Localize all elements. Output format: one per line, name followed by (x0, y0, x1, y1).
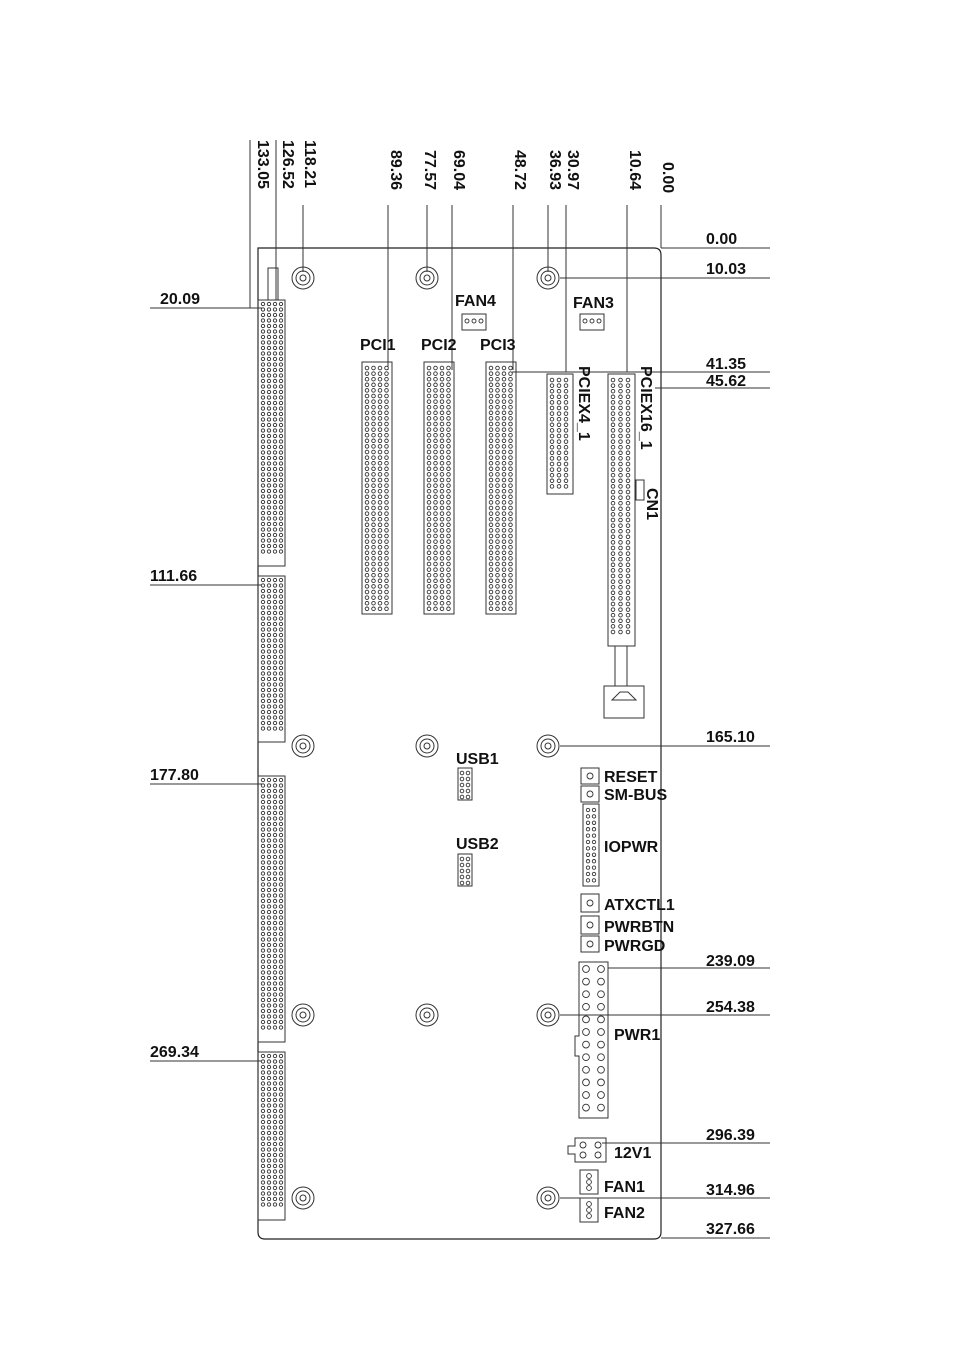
iopwr-label: IOPWR (604, 839, 659, 856)
atxctl1-header (581, 894, 599, 912)
mounting-holes (292, 267, 559, 1209)
fan2-label: FAN2 (604, 1205, 645, 1222)
dim-top-13305: 133.05 (254, 140, 271, 189)
dim-top-12652: 126.52 (279, 140, 296, 189)
dim-right-29639: 296.39 (706, 1127, 755, 1144)
dim-right-16510: 165.10 (706, 729, 755, 746)
pciex4-pins (550, 378, 568, 488)
atxctl1-label: ATXCTL1 (604, 897, 675, 914)
mount-hole (416, 1004, 438, 1026)
top-dimension-labels (254, 140, 676, 193)
dim-right-1003: 10.03 (706, 261, 747, 278)
pwrbtn-header (581, 916, 599, 934)
cn1-header (636, 480, 644, 500)
dim-top-11821: 118.21 (301, 140, 318, 189)
edge-connector-pins (261, 302, 282, 1206)
12v1-connector (568, 1138, 606, 1162)
reset-header (581, 768, 599, 784)
dim-top-7757: 77.57 (421, 150, 438, 191)
reset-label: RESET (604, 769, 658, 786)
pciex4-label: PCIEX4_1 (575, 366, 592, 441)
usb-header-pins (460, 771, 470, 885)
dim-top-1064: 10.64 (626, 150, 643, 191)
pwrbtn-label: PWRBTN (604, 919, 675, 936)
mount-hole (292, 1004, 314, 1026)
dim-left-17780: 177.80 (150, 767, 199, 784)
pci2-label: PCI2 (421, 337, 457, 354)
pwrgd-header (581, 936, 599, 952)
dim-right-4135: 41.35 (706, 356, 747, 373)
dim-right-31496: 314.96 (706, 1182, 755, 1199)
iopwr-pins (586, 808, 595, 882)
pwr1-pins (583, 966, 605, 1111)
dim-right-25438: 254.38 (706, 999, 755, 1016)
fan4-label: FAN4 (455, 293, 496, 310)
smbus-label: SM-BUS (604, 787, 668, 804)
dim-top-4872: 48.72 (511, 150, 528, 191)
mount-hole (537, 1187, 559, 1209)
12v1-label: 12V1 (614, 1145, 652, 1162)
pwr1-label: PWR1 (614, 1027, 661, 1044)
pci-slot-pins (365, 366, 512, 610)
pci3-label: PCI3 (480, 337, 516, 354)
dim-right-000: 0.00 (706, 231, 738, 248)
fan1-label: FAN1 (604, 1179, 645, 1196)
pciex16-pins (611, 378, 630, 634)
dim-left-11166: 111.66 (150, 568, 198, 585)
usb1-label: USB1 (456, 751, 499, 768)
dim-right-32766: 327.66 (706, 1221, 755, 1238)
fan2-header (580, 1198, 598, 1222)
dim-top-000: 0.00 (659, 162, 676, 194)
dim-right-23909: 239.09 (706, 953, 755, 970)
fan4-header (462, 314, 486, 330)
dim-left-26934: 269.34 (150, 1044, 199, 1061)
mount-hole (537, 735, 559, 757)
iopwr-header (583, 804, 599, 886)
fan3-label: FAN3 (573, 295, 614, 312)
pciex16-label: PCIEX16_1 (637, 366, 654, 450)
cn1-label: CN1 (643, 488, 660, 521)
usb2-label: USB2 (456, 836, 499, 853)
dim-top-3097: 30.97 (564, 150, 581, 191)
dim-left-2009: 20.09 (160, 291, 201, 308)
dim-right-4562: 45.62 (706, 373, 747, 390)
left-dimension-labels (150, 291, 200, 1061)
mount-hole (416, 735, 438, 757)
pci1-label: PCI1 (360, 337, 396, 354)
mount-hole (292, 735, 314, 757)
mount-hole (537, 1004, 559, 1026)
dim-top-6904: 69.04 (450, 150, 467, 191)
fan1-header (580, 1170, 598, 1194)
smbus-header (581, 786, 599, 802)
dim-top-8936: 89.36 (387, 150, 404, 191)
pwrgd-label: PWRGD (604, 938, 666, 955)
board-outline (258, 248, 661, 1239)
pciex16-retention (604, 646, 644, 718)
fan3-header (580, 314, 604, 330)
mount-hole (292, 1187, 314, 1209)
left-dimension-lines (150, 308, 264, 1061)
dim-top-3693: 36.93 (546, 150, 563, 191)
right-dimension-labels (706, 231, 755, 1238)
